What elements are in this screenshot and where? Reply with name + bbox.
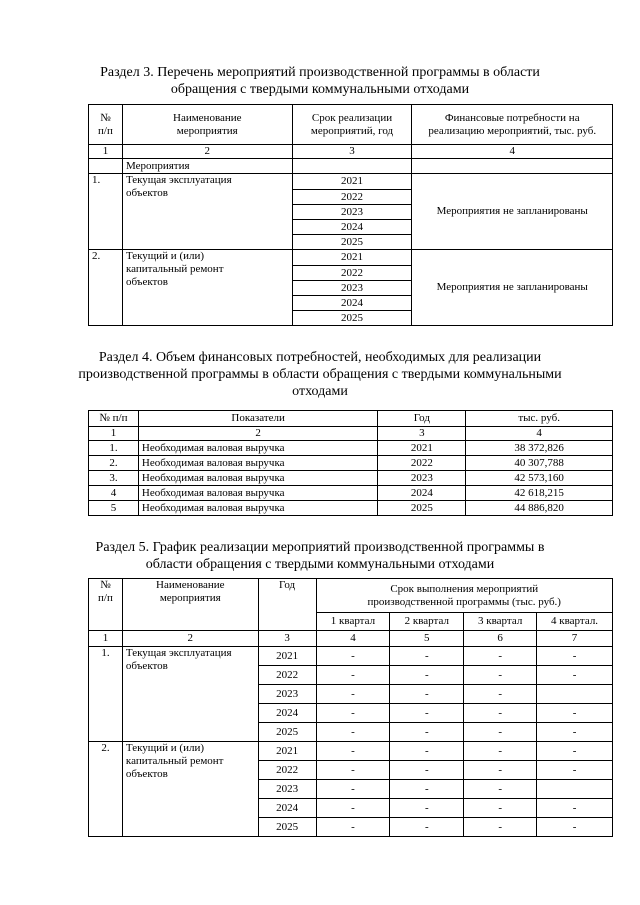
section4-title: Раздел 4. Объем финансовых потребностей, необходимых для реализации производственной программы в области обращения с твердыми коммунальными отходами — [78, 350, 562, 399]
column-numbers-row: 1 2 3 4 — [89, 145, 613, 159]
header-period: Срок реализации мероприятий, год — [292, 105, 412, 145]
table-row: 1. Текущая эксплуатация объектов 2021 - - - - — [89, 647, 613, 666]
table-row: 2024 - - - - — [89, 799, 613, 818]
table-row: 2025 - - - - — [89, 818, 613, 837]
table-row: 2024 - - - - — [89, 704, 613, 723]
table-row: 2022 — [89, 266, 613, 281]
header-name: Наименование мероприятия — [122, 579, 258, 631]
table-row: 2023 - - - — [89, 685, 613, 704]
table-row: 2022 - - - - — [89, 761, 613, 780]
table-row: 2. Необходимая валовая выручка 2022 40 307,788 — [89, 456, 613, 471]
table-row: 2023 — [89, 205, 613, 220]
table-row: 2025 — [89, 311, 613, 326]
section3-title: Раздел 3. Перечень мероприятий производственной программы в области обращения с твердыми коммунальными отходами — [100, 65, 540, 97]
table-row: 2023 - - - — [89, 780, 613, 799]
finance-note: Мероприятия не запланированы — [412, 250, 613, 326]
table-row: 5 Необходимая валовая выручка 2025 44 886,820 — [89, 501, 613, 516]
header-num: № п/п — [89, 579, 123, 631]
header-year: Год — [258, 579, 316, 631]
section5-title: Раздел 5. График реализации мероприятий производственной программы в области обращения с твердыми коммунальными отходами — [95, 540, 545, 572]
table-header-row — [89, 579, 613, 613]
table-row: 2. Текущий и (или) капитальный ремонт объектов 2021 Мероприятия не запланированы — [89, 250, 613, 266]
table-row: 2024 — [89, 296, 613, 311]
item-name: Текущая эксплуатация объектов — [122, 174, 292, 250]
table-row: 2025 — [89, 235, 613, 250]
table-row: 2025 - - - - — [89, 723, 613, 742]
header-num: № п/п — [89, 105, 123, 145]
header-finance: Финансовые потребности на реализацию мероприятий, тыс. руб. — [412, 105, 613, 145]
column-numbers-row: 1 2 3 4 — [89, 427, 613, 441]
item-name: Текущая эксплуатация объектов — [122, 647, 258, 742]
table-row: 2. Текущий и (или) капитальный ремонт объектов 2021 - - - - — [89, 742, 613, 761]
section3-table — [88, 104, 613, 326]
table-row: 3. Необходимая валовая выручка 2023 42 573,160 — [89, 471, 613, 486]
table-header-row: № п/п Показатели Год тыс. руб. — [89, 411, 613, 427]
header-name: Наименование мероприятия — [122, 105, 292, 145]
table-row: 2022 — [89, 190, 613, 205]
quarters-row: 1 квартал 2 квартал 3 квартал 4 квартал. — [89, 613, 613, 631]
finance-note: Мероприятия не запланированы — [412, 174, 613, 250]
header-period: Срок выполнения мероприятий производственной программы (тыс. руб.) — [316, 579, 612, 613]
item-name: Текущий и (или) капитальный ремонт объектов — [122, 250, 292, 326]
table-row: 1. Текущая эксплуатация объектов 2021 Мероприятия не запланированы — [89, 174, 613, 190]
section4-table — [88, 410, 613, 516]
table-row: 2022 - - - - — [89, 666, 613, 685]
table-row: 1. Необходимая валовая выручка 2021 38 372,826 — [89, 441, 613, 456]
table-row: 2024 — [89, 220, 613, 235]
group-label: Мероприятия — [122, 159, 292, 174]
table-header-row — [89, 105, 613, 145]
section5-table — [88, 578, 613, 837]
item-name: Текущий и (или) капитальный ремонт объектов — [122, 742, 258, 837]
table-row: 4 Необходимая валовая выручка 2024 42 618,215 — [89, 486, 613, 501]
table-row: 2023 — [89, 281, 613, 296]
column-numbers-row: 1 2 3 4 5 6 7 — [89, 631, 613, 647]
group-label-row — [89, 159, 613, 174]
